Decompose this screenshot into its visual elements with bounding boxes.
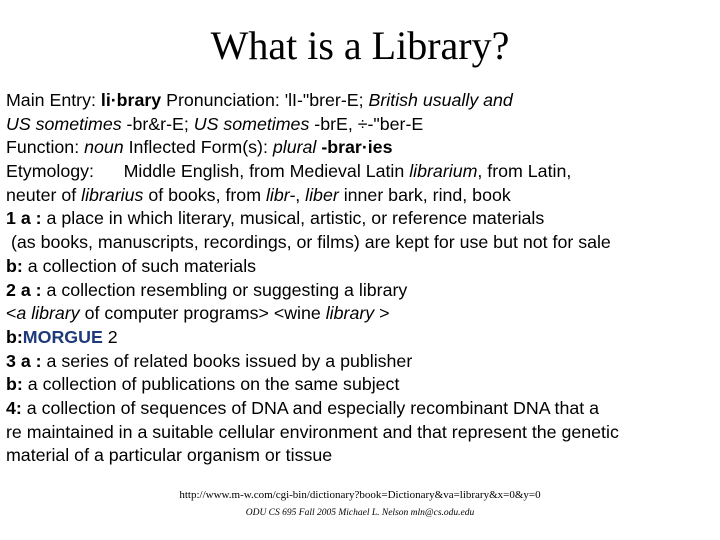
example-term: a library	[16, 303, 80, 324]
definition-text: a series of related books issued by a publisher	[41, 350, 413, 371]
entry-line-2	[6, 113, 718, 137]
entry-line-10	[6, 302, 718, 326]
entry-line-13	[6, 373, 718, 397]
plural-label: plural	[272, 137, 317, 158]
etymology-text: , from Latin,	[477, 161, 572, 182]
inflected-form-label: Inflected Form(s):	[123, 137, 273, 158]
part-of-speech: noun	[84, 137, 124, 158]
definition-text: a collection of publications on the same subject	[22, 374, 400, 395]
entry-line-14	[6, 397, 718, 421]
entry-line-15	[6, 421, 718, 445]
entry-line-3	[6, 136, 718, 160]
sense-number: b:	[6, 374, 23, 395]
pronunciation: Pronunciation: 'lI-"brer-E;	[161, 90, 369, 110]
definition-text: a collection resembling or suggesting a library	[41, 279, 408, 300]
etymology-text: ,	[295, 184, 306, 205]
sense-number: b:	[6, 326, 23, 347]
definition-text: re maintained in a suitable cellular environment and that represent the genetic	[6, 421, 619, 442]
etymology-term: liber	[305, 184, 339, 205]
etymology-text: neuter of	[6, 184, 82, 205]
entry-line-12	[6, 350, 718, 374]
function-label: Function:	[6, 137, 85, 158]
cross-reference-number: 2	[102, 326, 118, 347]
usage-note: US sometimes	[6, 113, 122, 134]
etymology-term: librarium	[409, 161, 478, 182]
morgue-link[interactable]: MORGUE	[22, 326, 103, 347]
definition-text: material of a particular organism or tissue	[6, 445, 333, 466]
slide-footer: ODU CS 695 Fall 2005 Michael L. Nelson mln@cs.odu.edu	[245, 508, 475, 518]
dictionary-entry	[6, 89, 718, 468]
definition-text: a collection of such materials	[22, 255, 257, 276]
definition-text: a collection of sequences of DNA and especially recombinant DNA that a	[21, 397, 600, 418]
entry-line-8	[6, 255, 718, 279]
etymology-term: libr-	[265, 184, 296, 205]
entry-line-6	[6, 207, 718, 231]
sense-number: 2 a :	[6, 279, 42, 300]
example-text: >	[374, 303, 390, 324]
source-url[interactable]: http://www.m-w.com/cgi-bin/dictionary?book=Dictionary&va=library&x=0&y=0	[179, 489, 541, 501]
definition-text: a place in which literary, musical, artistic, or reference materials	[41, 208, 545, 229]
pronunciation-variant: -br&r-E;	[121, 113, 194, 134]
entry-line-4	[6, 160, 718, 184]
etymology-text: Etymology: Middle English, from Medieval Latin	[6, 161, 410, 182]
entry-line-5	[6, 184, 718, 208]
sense-number: b:	[6, 255, 23, 276]
definition-text: (as books, manuscripts, recordings, or films) are kept for use but not for sale	[6, 232, 611, 253]
etymology-text: of books, from	[143, 184, 266, 205]
sense-number: 1 a :	[6, 208, 42, 229]
entry-line-11	[6, 326, 718, 350]
pronunciation-variant: -brE, ÷-"ber-E	[309, 113, 424, 134]
example-text: of computer programs> <wine	[79, 303, 326, 324]
entry-line-7	[6, 231, 718, 255]
entry-line-9	[6, 279, 718, 303]
etymology-term: librarius	[81, 184, 144, 205]
sense-number: 3 a :	[6, 350, 42, 371]
main-entry-label: Main Entry:	[6, 90, 101, 110]
example-text: <	[6, 303, 17, 324]
usage-note: US sometimes	[193, 113, 310, 134]
slide-title: What is a Library?	[210, 23, 510, 68]
etymology-text: inner bark, rind, book	[338, 184, 511, 205]
usage-note: British usually and	[368, 90, 513, 110]
plural-form: -brar·ies	[321, 137, 393, 158]
sense-number: 4:	[6, 397, 22, 418]
headword: li·brary	[100, 90, 162, 110]
example-term: library	[325, 303, 375, 324]
entry-line-16	[6, 444, 718, 468]
entry-line-1	[6, 89, 718, 113]
